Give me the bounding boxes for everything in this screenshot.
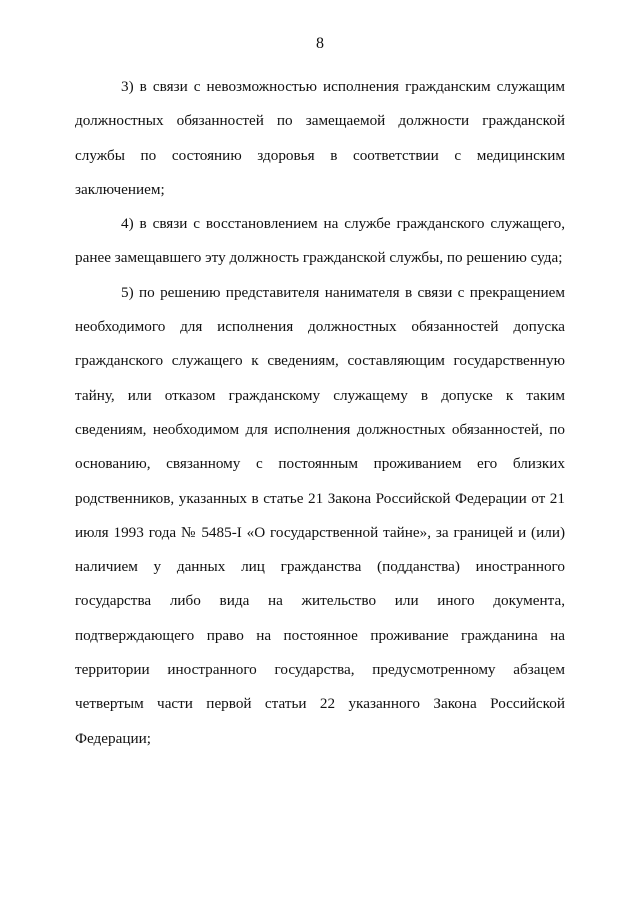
paragraph-item-4: 4) в связи с восстановлением на службе гражданского служащего, ранее замещавшего эту должность гражданской службы, по решению суда; — [75, 215, 565, 267]
document-body — [75, 70, 565, 756]
page-number: 8 — [316, 35, 324, 52]
paragraph-item-3: 3) в связи с невозможностью исполнения гражданским служащим должностных обязанностей по замещаемой должности гражданской службы по состоянию здоровья в соответствии с медицинским заключением; — [75, 78, 565, 198]
paragraph-item-5: 5) по решению представителя нанимателя в связи с прекращением необходимого для исполнения должностных обязанностей допуска гражданского служащего к сведениям, составляющим государственную тайну, или отказом гражданскому служащему в допуске к таким сведениям, необходимом для исполнения должностных обязанностей, по основанию, связанному с постоянным проживанием его близких родственников, указанных в статье 21 Закона Российской Федерации от 21 июля 1993 года № 5485-I «О государственной тайне», за границей и (или) наличием у данных лиц гражданства (подданства) иностранного государства либо вида на жительство или иного документа, подтверждающего право на постоянное проживание гражданина на территории иностранного государства, предусмотренному абзацем четвертым части первой статьи 22 указанного Закона Российской Федерации; — [75, 283, 565, 747]
